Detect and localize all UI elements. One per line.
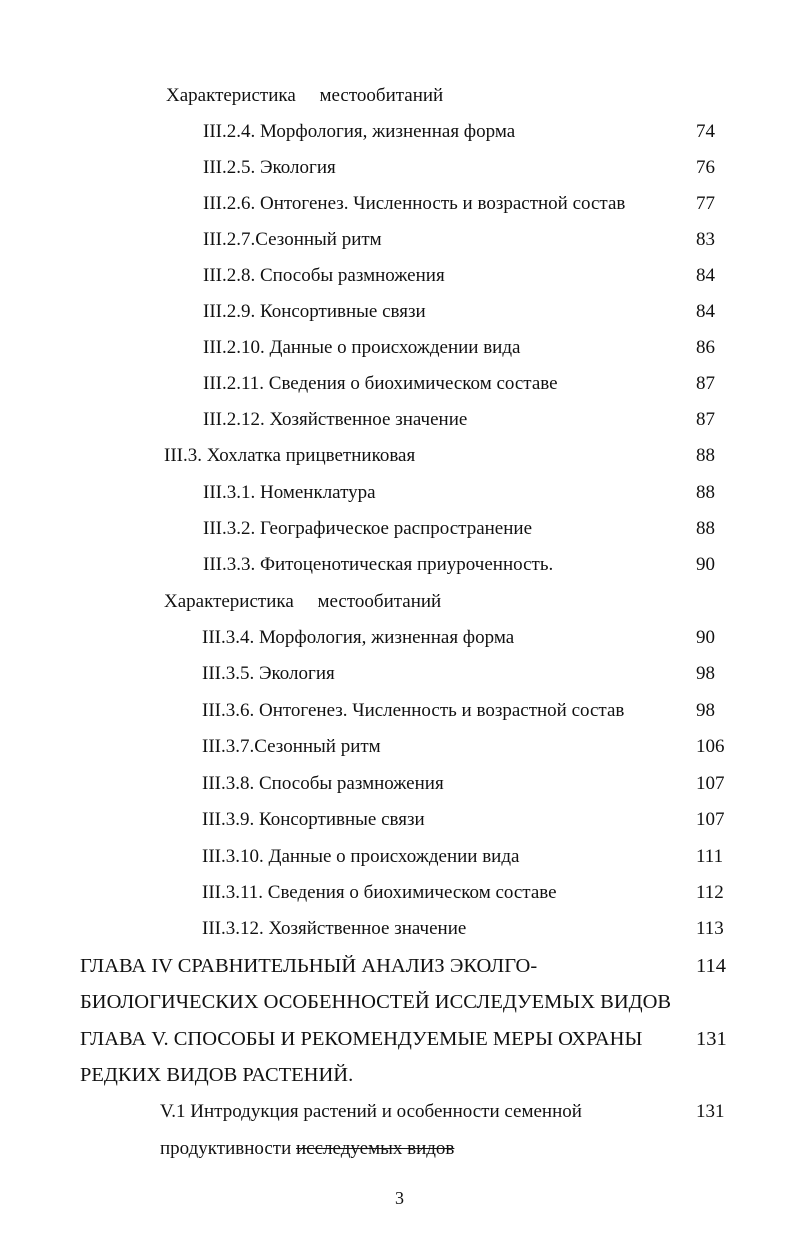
toc-entry-page: 88: [696, 518, 715, 539]
toc-entry-text: III.2.8. Способы размножения: [203, 265, 445, 286]
struck-text: исследуемых видов: [296, 1138, 455, 1159]
toc-entry: [0, 693, 799, 729]
toc-chapter-text: РЕДКИХ ВИДОВ РАСТЕНИЙ.: [80, 1064, 354, 1086]
toc-chapter-text: ГЛАВА IV СРАВНИТЕЛЬНЫЙ АНАЛИЗ ЭКОЛГО-: [80, 955, 538, 977]
toc-entry-text: III.3.3. Фитоценотическая приуроченность.: [203, 554, 554, 575]
toc-entry-page: 112: [696, 882, 724, 903]
toc-entry-page: 87: [696, 373, 715, 394]
toc-entry: [0, 258, 799, 294]
toc-entry-page: 76: [696, 157, 715, 178]
toc-entry-text: III.2.9. Консортивные связи: [203, 301, 426, 322]
toc-entry-page: 106: [696, 736, 725, 757]
toc-chapter: [0, 1057, 799, 1093]
toc-entry: [0, 802, 799, 838]
toc-chapter: [0, 984, 799, 1020]
toc-entry-text: III.2.4. Морфология, жизненная форма: [203, 121, 516, 142]
toc-entry-page: 113: [696, 918, 724, 939]
toc-entry: [0, 294, 799, 330]
toc-entry-continuation: [0, 1131, 799, 1167]
toc-entry-page: 111: [696, 846, 724, 867]
toc-line: [0, 584, 799, 620]
toc-entry-page: 90: [696, 554, 715, 575]
toc-entry-page: 98: [696, 700, 715, 721]
toc-entry-text: III.3.2. Географическое распространение: [203, 518, 533, 539]
toc-entry-text: III.3.11. Сведения о биохимическом составе: [202, 882, 557, 903]
toc-entry-page: 114: [696, 955, 726, 977]
toc-entry: [0, 222, 799, 258]
toc-entry: [0, 402, 799, 438]
toc-entry-text: V.1 Интродукция растений и особенности семенной: [160, 1101, 582, 1122]
toc-entry-page: 83: [696, 229, 715, 250]
toc-entry-page: 84: [696, 301, 715, 322]
toc-entry-text: III.2.7.Сезонный ритм: [203, 229, 382, 250]
toc-entry-text: III.2.12. Хозяйственное значение: [203, 409, 468, 430]
toc-entry: [0, 656, 799, 692]
toc-entry-text: III.3.5. Экология: [202, 663, 335, 684]
page-number: 3: [395, 1188, 404, 1208]
toc-chapter: [0, 1021, 799, 1057]
toc-entry-page: 107: [696, 773, 725, 794]
toc-entry-page: 86: [696, 337, 715, 358]
toc-entry-text: [160, 1131, 454, 1167]
toc-entry: [0, 511, 799, 547]
toc-section: [0, 438, 799, 474]
toc-entry: [0, 620, 799, 656]
toc-entry: [0, 475, 799, 511]
toc-entry-text: III.3.7.Сезонный ритм: [202, 736, 381, 757]
toc-entry-page: 84: [696, 265, 715, 286]
toc-entry-text: III.3.10. Данные о происхождении вида: [202, 846, 520, 867]
toc-entry: [0, 114, 799, 150]
toc-entry-text: III.3.8. Способы размножения: [202, 773, 444, 794]
toc-entry-text: III.2.10. Данные о происхождении вида: [203, 337, 521, 358]
toc-entry: [0, 366, 799, 402]
toc-entry-page: 131: [696, 1101, 725, 1122]
continuation-text: продуктивности: [160, 1138, 297, 1159]
toc-entry-text: III.2.11. Сведения о биохимическом составе: [203, 373, 558, 394]
toc-entry: [0, 547, 799, 583]
toc-entry-text: III.3.9. Консортивные связи: [202, 809, 425, 830]
toc-entry-page: 98: [696, 663, 715, 684]
toc-chapter-text: ГЛАВА V. СПОСОБЫ И РЕКОМЕНДУЕМЫЕ МЕРЫ ОХРАНЫ: [80, 1028, 643, 1050]
toc-entry-page: 90: [696, 627, 715, 648]
toc-entry-text: III.3.6. Онтогенез. Численность и возрастной состав: [202, 700, 625, 721]
toc-entry-text: III.2.6. Онтогенез. Численность и возрастной состав: [203, 193, 626, 214]
toc-entry: [0, 766, 799, 802]
toc-entry-page: 107: [696, 809, 725, 830]
toc-entry-text: III.3.1. Номенклатура: [203, 482, 376, 503]
toc-entry-page: 131: [696, 1028, 727, 1050]
toc-entry: [0, 839, 799, 875]
toc-subheading: Характеристика местообитаний: [166, 85, 444, 106]
toc-entry: [0, 1094, 799, 1130]
toc-chapter: [0, 948, 799, 984]
toc-entry-page: 74: [696, 121, 715, 142]
toc-entry-text: III.2.5. Экология: [203, 157, 336, 178]
toc-entry: [0, 330, 799, 366]
toc-entry-page: 87: [696, 409, 715, 430]
toc-entry: [0, 150, 799, 186]
toc-entry-page: 88: [696, 482, 715, 503]
toc-subheading: Характеристика местообитаний: [164, 591, 442, 612]
toc-entry: [0, 875, 799, 911]
toc-entry-text: III.3.4. Морфология, жизненная форма: [202, 627, 515, 648]
toc-entry: [0, 729, 799, 765]
toc-entry: [0, 186, 799, 222]
toc-entry: [0, 911, 799, 947]
toc-entry-page: 77: [696, 193, 715, 214]
toc-chapter-text: БИОЛОГИЧЕСКИХ ОСОБЕННОСТЕЙ ИССЛЕДУЕМЫХ ВИДОВ: [80, 991, 672, 1013]
toc-entry-text: III.3.12. Хозяйственное значение: [202, 918, 467, 939]
toc-entry-page: 88: [696, 445, 715, 466]
toc-section-text: III.3. Хохлатка прицветниковая: [164, 445, 416, 466]
toc-line: [0, 78, 799, 114]
